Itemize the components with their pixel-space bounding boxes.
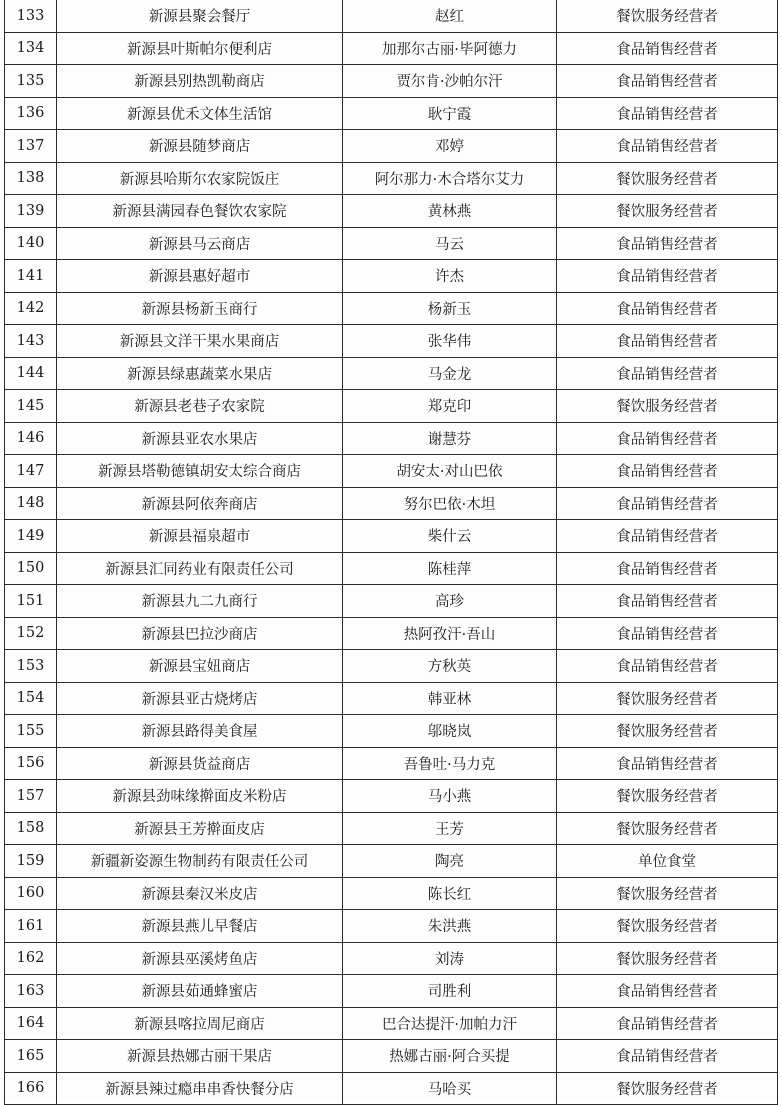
table-row [5, 357, 778, 390]
responsible-person: 巴合达提汗·加帕力汗 [343, 1007, 557, 1040]
business-type: 食品销售经营者 [557, 227, 778, 260]
row-number: 156 [5, 747, 57, 780]
business-name: 新源县阿依奔商店 [57, 487, 343, 520]
table-row [5, 65, 778, 98]
responsible-person: 马小燕 [343, 780, 557, 813]
business-name: 新源县惠好超市 [57, 260, 343, 293]
business-name: 新源县汇同药业有限责任公司 [57, 552, 343, 585]
table-row [5, 812, 778, 845]
table-row [5, 292, 778, 325]
table-row [5, 487, 778, 520]
business-type: 食品销售经营者 [557, 65, 778, 98]
business-name: 新源县路得美食屋 [57, 715, 343, 748]
business-type: 食品销售经营者 [557, 975, 778, 1008]
table-row [5, 910, 778, 943]
table-row [5, 195, 778, 228]
business-type: 食品销售经营者 [557, 422, 778, 455]
business-type: 餐饮服务经营者 [557, 877, 778, 910]
business-name: 新源县聚会餐厅 [57, 0, 343, 32]
responsible-person: 赵红 [343, 0, 557, 32]
responsible-person: 王芳 [343, 812, 557, 845]
table-row [5, 585, 778, 618]
business-type: 餐饮服务经营者 [557, 195, 778, 228]
responsible-person: 刘涛 [343, 942, 557, 975]
business-name: 新源县杨新玉商行 [57, 292, 343, 325]
row-number: 154 [5, 682, 57, 715]
table-row [5, 715, 778, 748]
table-row [5, 942, 778, 975]
business-name: 新源县辣过瘾串串香快餐分店 [57, 1072, 343, 1105]
responsible-person: 陶亮 [343, 845, 557, 878]
business-type: 食品销售经营者 [557, 260, 778, 293]
business-name: 新源县福泉超市 [57, 520, 343, 553]
row-number: 164 [5, 1007, 57, 1040]
responsible-person: 黄林燕 [343, 195, 557, 228]
row-number: 158 [5, 812, 57, 845]
business-name: 新源县燕儿早餐店 [57, 910, 343, 943]
business-type: 餐饮服务经营者 [557, 1072, 778, 1105]
business-name: 新源县满园春色餐饮农家院 [57, 195, 343, 228]
table-row [5, 1040, 778, 1073]
table-row [5, 130, 778, 163]
business-type: 食品销售经营者 [557, 747, 778, 780]
business-type: 食品销售经营者 [557, 292, 778, 325]
table-row [5, 0, 778, 32]
business-name: 新源县秦汉米皮店 [57, 877, 343, 910]
row-number: 162 [5, 942, 57, 975]
business-type: 餐饮服务经营者 [557, 942, 778, 975]
row-number: 163 [5, 975, 57, 1008]
business-name: 新源县别热凯勒商店 [57, 65, 343, 98]
table-row [5, 747, 778, 780]
responsible-person: 耿宁霞 [343, 97, 557, 130]
table-row [5, 390, 778, 423]
row-number: 148 [5, 487, 57, 520]
responsible-person: 司胜利 [343, 975, 557, 1008]
responsible-person: 高珍 [343, 585, 557, 618]
business-name: 新源县巫溪烤鱼店 [57, 942, 343, 975]
responsible-person: 邬晓岚 [343, 715, 557, 748]
business-name: 新源县文洋干果水果商店 [57, 325, 343, 358]
responsible-person: 谢慧芬 [343, 422, 557, 455]
business-name: 新源县亚农水果店 [57, 422, 343, 455]
responsible-person: 张华伟 [343, 325, 557, 358]
table-row [5, 227, 778, 260]
business-type: 餐饮服务经营者 [557, 682, 778, 715]
business-type: 食品销售经营者 [557, 357, 778, 390]
table-row [5, 975, 778, 1008]
row-number: 147 [5, 455, 57, 488]
responsible-person: 方秋英 [343, 650, 557, 683]
responsible-person: 马哈买 [343, 1072, 557, 1105]
responsible-person: 热娜古丽·阿合买提 [343, 1040, 557, 1073]
row-number: 152 [5, 617, 57, 650]
table-row [5, 845, 778, 878]
business-type: 食品销售经营者 [557, 552, 778, 585]
row-number: 141 [5, 260, 57, 293]
responsible-person: 贾尔肯·沙帕尔汗 [343, 65, 557, 98]
row-number: 166 [5, 1072, 57, 1105]
business-type: 食品销售经营者 [557, 617, 778, 650]
responsible-person: 马云 [343, 227, 557, 260]
business-type: 食品销售经营者 [557, 325, 778, 358]
business-name: 新源县叶斯帕尔便利店 [57, 32, 343, 65]
table-row [5, 32, 778, 65]
row-number: 140 [5, 227, 57, 260]
row-number: 133 [5, 0, 57, 32]
row-number: 151 [5, 585, 57, 618]
table-row [5, 650, 778, 683]
table-row [5, 260, 778, 293]
table-body [5, 0, 778, 1105]
table-row [5, 422, 778, 455]
responsible-person: 加那尔古丽·毕阿德力 [343, 32, 557, 65]
row-number: 155 [5, 715, 57, 748]
row-number: 145 [5, 390, 57, 423]
row-number: 139 [5, 195, 57, 228]
business-name: 新源县随梦商店 [57, 130, 343, 163]
business-name: 新源县热娜古丽干果店 [57, 1040, 343, 1073]
responsible-person: 韩亚林 [343, 682, 557, 715]
row-number: 157 [5, 780, 57, 813]
business-type: 食品销售经营者 [557, 1040, 778, 1073]
business-type: 餐饮服务经营者 [557, 910, 778, 943]
business-name: 新源县茹通蜂蜜店 [57, 975, 343, 1008]
business-type: 食品销售经营者 [557, 520, 778, 553]
business-name: 新源县绿惠蔬菜水果店 [57, 357, 343, 390]
table-row [5, 877, 778, 910]
table-row [5, 552, 778, 585]
table-row [5, 325, 778, 358]
business-type: 餐饮服务经营者 [557, 162, 778, 195]
table-row [5, 780, 778, 813]
business-type: 食品销售经营者 [557, 487, 778, 520]
responsible-person: 杨新玉 [343, 292, 557, 325]
business-name: 新源县马云商店 [57, 227, 343, 260]
row-number: 144 [5, 357, 57, 390]
row-number: 165 [5, 1040, 57, 1073]
business-name: 新源县优禾文体生活馆 [57, 97, 343, 130]
business-type: 单位食堂 [557, 845, 778, 878]
business-type: 食品销售经营者 [557, 130, 778, 163]
table-row [5, 97, 778, 130]
responsible-person: 阿尔那力·木合塔尔艾力 [343, 162, 557, 195]
responsible-person: 努尔巴依·木坦 [343, 487, 557, 520]
row-number: 137 [5, 130, 57, 163]
responsible-person: 胡安太·对山巴依 [343, 455, 557, 488]
responsible-person: 吾鲁吐·马力克 [343, 747, 557, 780]
business-name: 新源县哈斯尔农家院饭庄 [57, 162, 343, 195]
responsible-person: 马金龙 [343, 357, 557, 390]
business-type: 餐饮服务经营者 [557, 812, 778, 845]
row-number: 153 [5, 650, 57, 683]
row-number: 149 [5, 520, 57, 553]
row-number: 161 [5, 910, 57, 943]
responsible-person: 陈桂萍 [343, 552, 557, 585]
table-row [5, 1007, 778, 1040]
business-type: 餐饮服务经营者 [557, 0, 778, 32]
table-row [5, 455, 778, 488]
business-name: 新源县亚古烧烤店 [57, 682, 343, 715]
table-row [5, 520, 778, 553]
row-number: 160 [5, 877, 57, 910]
row-number: 146 [5, 422, 57, 455]
business-type: 食品销售经营者 [557, 1007, 778, 1040]
business-name: 新源县老巷子农家院 [57, 390, 343, 423]
responsible-person: 柴什云 [343, 520, 557, 553]
table-row [5, 162, 778, 195]
row-number: 142 [5, 292, 57, 325]
responsible-person: 邓婷 [343, 130, 557, 163]
business-type: 餐饮服务经营者 [557, 390, 778, 423]
row-number: 159 [5, 845, 57, 878]
responsible-person: 热阿孜汗·吾山 [343, 617, 557, 650]
business-name: 新源县货益商店 [57, 747, 343, 780]
responsible-person: 许杰 [343, 260, 557, 293]
business-type: 餐饮服务经营者 [557, 780, 778, 813]
business-type: 食品销售经营者 [557, 585, 778, 618]
business-name: 新源县喀拉周尼商店 [57, 1007, 343, 1040]
business-type: 食品销售经营者 [557, 455, 778, 488]
business-type: 餐饮服务经营者 [557, 715, 778, 748]
responsible-person: 陈长红 [343, 877, 557, 910]
row-number: 134 [5, 32, 57, 65]
business-name: 新疆新姿源生物制药有限责任公司 [57, 845, 343, 878]
table-row [5, 682, 778, 715]
responsible-person: 郑克印 [343, 390, 557, 423]
responsible-person: 朱洪燕 [343, 910, 557, 943]
table-row [5, 617, 778, 650]
row-number: 135 [5, 65, 57, 98]
business-type: 食品销售经营者 [557, 32, 778, 65]
business-name: 新源县塔勒德镇胡安太综合商店 [57, 455, 343, 488]
business-name: 新源县巴拉沙商店 [57, 617, 343, 650]
business-type: 食品销售经营者 [557, 650, 778, 683]
business-name: 新源县王芳擀面皮店 [57, 812, 343, 845]
business-list-table [4, 0, 778, 1105]
row-number: 150 [5, 552, 57, 585]
row-number: 136 [5, 97, 57, 130]
business-type: 食品销售经营者 [557, 97, 778, 130]
business-name: 新源县劲味缘擀面皮米粉店 [57, 780, 343, 813]
row-number: 143 [5, 325, 57, 358]
row-number: 138 [5, 162, 57, 195]
business-name: 新源县宝妞商店 [57, 650, 343, 683]
business-name: 新源县九二九商行 [57, 585, 343, 618]
